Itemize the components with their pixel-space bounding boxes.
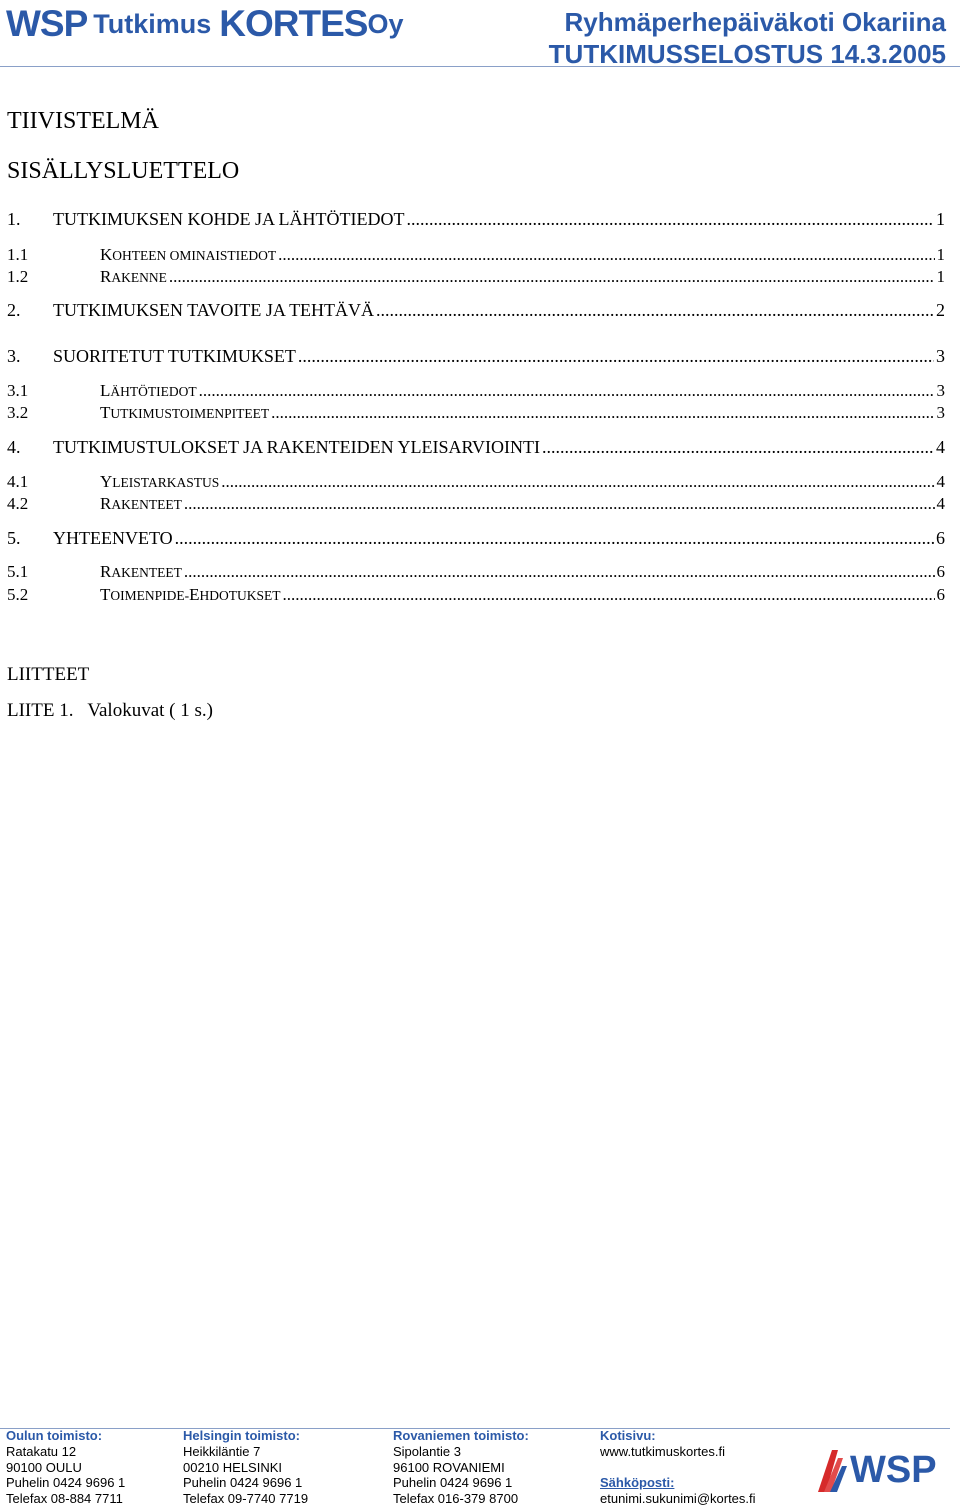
toc-number: 5.2 <box>7 585 29 604</box>
logo-oy: Oy <box>367 9 404 39</box>
toc-title: YLEISTARKASTUS <box>100 472 220 491</box>
footer-helsinki-office <box>183 1428 308 1507</box>
toc-item[interactable] <box>7 528 945 550</box>
toc-item[interactable] <box>7 245 945 267</box>
footer-web-url[interactable]: www.tutkimuskortes.fi <box>600 1443 725 1459</box>
toc-title: LÄHTÖTIEDOT <box>100 381 197 400</box>
toc-number: 5. <box>7 528 21 548</box>
toc-leader <box>271 403 934 423</box>
toc-number: 3.1 <box>7 381 29 400</box>
toc-leader <box>298 346 934 367</box>
toc-number: 4.2 <box>7 494 29 513</box>
header-title-line1: Ryhmäperhepäiväkoti Okariina <box>564 7 946 37</box>
header-title-line2: TUTKIMUSSELOSTUS 14.3.2005 <box>548 39 946 69</box>
toc-leader <box>406 209 934 230</box>
toc-item[interactable] <box>7 346 945 368</box>
toc-title: RAKENTEET <box>100 494 182 513</box>
toc-page: 4 <box>936 472 945 491</box>
toc-item[interactable] <box>7 209 945 231</box>
toc-title: KOHTEEN OMINAISTIEDOT <box>100 245 277 264</box>
toc-title: TUTKIMUKSEN KOHDE JA LÄHTÖTIEDOT <box>53 209 405 229</box>
footer-rovaniemi-fax: Telefax 016-379 8700 <box>393 1491 519 1507</box>
footer-rovaniemi-heading: Rovaniemen toimisto: <box>393 1428 529 1443</box>
toc-number: 1.2 <box>7 267 29 286</box>
toc-title: TUTKIMUSTOIMENPITEET <box>100 403 270 422</box>
toc-item[interactable] <box>7 437 945 459</box>
toc-title: TOIMENPIDE-EHDOTUKSET <box>100 585 281 604</box>
footer-rovaniemi-phone: Puhelin 0424 9696 1 <box>393 1475 513 1491</box>
footer-oulu-fax: Telefax 08-884 7711 <box>6 1491 123 1507</box>
footer-helsinki-street: Heikkiläntie 7 <box>183 1443 261 1459</box>
wsp-footer-logo-text: WSP <box>850 1449 937 1491</box>
toc-title: YHTEENVETO <box>53 528 173 548</box>
appendix-item: LIITE 1. Valokuvat ( 1 s.) <box>7 700 213 721</box>
toc-leader <box>184 494 935 514</box>
logo-wsp: WSP <box>6 3 88 44</box>
toc-number: 2. <box>7 300 21 320</box>
toc-leader <box>169 267 935 287</box>
toc-item[interactable] <box>7 403 945 425</box>
toc-item[interactable] <box>7 300 945 322</box>
toc-page: 3 <box>936 381 945 400</box>
toc-page: 6 <box>936 562 945 581</box>
toc-page: 3 <box>936 403 945 422</box>
toc-leader <box>199 381 935 401</box>
footer-rovaniemi-city: 96100 ROVANIEMI <box>393 1459 505 1475</box>
toc-leader <box>278 245 934 265</box>
toc-leader <box>283 585 935 605</box>
toc-page: 2 <box>936 300 945 320</box>
toc-item[interactable] <box>7 494 945 516</box>
footer-email[interactable]: etunimi.sukunimi@kortes.fi <box>600 1491 756 1507</box>
toc-item[interactable] <box>7 381 945 403</box>
toc-title: TUTKIMUSTULOKSET JA RAKENTEIDEN YLEISARVIOINTI <box>53 437 541 457</box>
wsp-logo-mark-icon <box>818 1450 847 1492</box>
toc-page: 1 <box>936 245 945 264</box>
toc-title: TUTKIMUKSEN TAVOITE JA TEHTÄVÄ <box>53 300 375 320</box>
toc-title: SUORITETUT TUTKIMUKSET <box>53 346 296 366</box>
footer-web <box>600 1428 756 1507</box>
toc-page: 1 <box>936 209 945 229</box>
footer-rovaniemi-street: Sipolantie 3 <box>393 1443 461 1459</box>
toc-page: 6 <box>936 528 945 548</box>
toc-item[interactable] <box>7 585 945 607</box>
toc-leader <box>175 528 934 549</box>
toc-page: 1 <box>936 267 945 286</box>
toc-number: 4.1 <box>7 472 29 491</box>
toc-item[interactable] <box>7 472 945 494</box>
footer-email-heading: Sähköposti: <box>600 1475 675 1491</box>
toc-item[interactable] <box>7 562 945 584</box>
toc-number: 5.1 <box>7 562 29 581</box>
toc-leader <box>221 472 934 492</box>
footer-oulu-city: 90100 OULU <box>6 1459 82 1475</box>
footer-helsinki-fax: Telefax 09-7740 7719 <box>183 1491 309 1507</box>
toc-number: 1.1 <box>7 245 29 264</box>
toc-page: 6 <box>936 585 945 604</box>
company-logo <box>6 2 404 44</box>
footer-helsinki-phone: Puhelin 0424 9696 1 <box>183 1475 303 1491</box>
toc-page: 3 <box>936 346 945 366</box>
footer-oulu-phone: Puhelin 0424 9696 1 <box>6 1475 126 1491</box>
heading-summary: TIIVISTELMÄ <box>7 108 159 134</box>
footer-oulu-heading: Oulun toimisto: <box>6 1428 103 1443</box>
logo-tutkimus: Tutkimus <box>93 9 212 39</box>
toc-leader <box>542 437 934 458</box>
toc-page: 4 <box>936 494 945 513</box>
toc-title: RAKENNE <box>100 267 167 286</box>
logo-kortes: KORTES <box>219 3 368 44</box>
toc-title: RAKENTEET <box>100 562 182 581</box>
footer-helsinki-city: 00210 HELSINKI <box>183 1459 283 1475</box>
heading-toc: SISÄLLYSLUETTELO <box>7 158 240 184</box>
footer-helsinki-heading: Helsingin toimisto: <box>183 1428 300 1443</box>
header-divider <box>0 66 960 67</box>
toc-number: 3.2 <box>7 403 29 422</box>
toc-leader <box>184 562 935 582</box>
toc-number: 1. <box>7 209 21 229</box>
footer-oulu-office <box>6 1428 125 1507</box>
footer-rovaniemi-office <box>393 1428 529 1507</box>
toc-number: 4. <box>7 437 21 457</box>
toc-leader <box>376 300 934 321</box>
toc-number: 3. <box>7 346 21 366</box>
footer-web-heading: Kotisivu: <box>600 1428 656 1443</box>
toc-item[interactable] <box>7 267 945 289</box>
wsp-footer-logo <box>816 1440 960 1496</box>
appendix-heading: LIITTEET <box>7 664 90 685</box>
toc-page: 4 <box>936 437 945 457</box>
document-header-title <box>549 6 946 70</box>
footer-oulu-street: Ratakatu 12 <box>6 1443 77 1459</box>
